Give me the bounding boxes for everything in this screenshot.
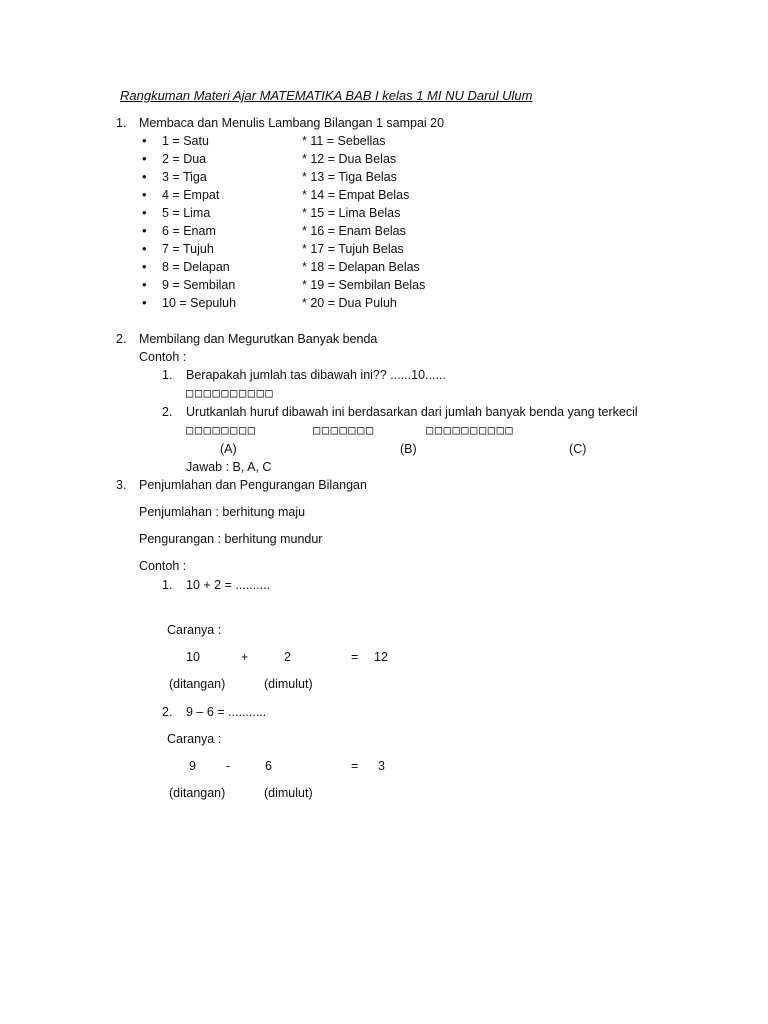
question-1-number: 1. <box>162 368 173 382</box>
number-word-left: 10 = Sepuluh <box>162 296 237 310</box>
bullet-icon: • <box>142 205 147 220</box>
number-word-right: * 19 = Sembilan Belas <box>302 278 426 292</box>
number-word-left: 1 = Satu <box>162 134 209 148</box>
bullet-icon: • <box>142 259 147 274</box>
bag-symbols: □□□□□□□□□□ <box>186 386 275 400</box>
section-2-heading: Membilang dan Megurutkan Banyak benda <box>139 332 378 346</box>
example-2-operand-b: 6 <box>265 759 272 773</box>
label-a: (A) <box>220 442 237 456</box>
number-word-left: 2 = Dua <box>162 152 207 166</box>
addition-definition: Penjumlahan : berhitung maju <box>139 505 306 519</box>
bullet-icon: • <box>142 133 147 148</box>
number-word-right: * 20 = Dua Puluh <box>302 296 397 310</box>
example-1-text: 10 + 2 = .......... <box>186 578 271 592</box>
object-group-c: □□□□□□□□□□ <box>426 423 515 437</box>
section-1-heading: Membaca dan Menulis Lambang Bilangan 1 sampai 20 <box>139 116 445 130</box>
section-3-example-label: Contoh : <box>139 559 187 573</box>
example-1-operator: + <box>241 650 249 664</box>
example-1-caranya: Caranya : <box>167 623 222 637</box>
number-word-left: 8 = Delapan <box>162 260 230 274</box>
example-1-equals: = <box>351 650 359 664</box>
number-word-right: * 12 = Dua Belas <box>302 152 397 166</box>
example-2-text: 9 – 6 = ........... <box>186 705 267 719</box>
question-2-text: Urutkanlah huruf dibawah ini berdasarkan dari jumlah banyak benda yang terkecil <box>186 405 638 419</box>
bullet-icon: • <box>142 295 147 310</box>
number-word-right: * 18 = Delapan Belas <box>302 260 420 274</box>
bullet-icon: • <box>142 187 147 202</box>
section-2-example-label: Contoh : <box>139 350 187 364</box>
example-2-caranya: Caranya : <box>167 732 222 746</box>
example-2-number: 2. <box>162 705 173 719</box>
section-3-number: 3. <box>116 478 127 492</box>
bullet-icon: • <box>142 169 147 184</box>
example-1-operand-b: 2 <box>284 650 291 664</box>
object-group-a: □□□□□□□□ <box>186 423 257 437</box>
label-b: (B) <box>400 442 417 456</box>
page-title: Rangkuman Materi Ajar MATEMATIKA BAB I kelas 1 MI NU Darul Ulum <box>120 88 533 103</box>
example-1-mouth-label: (dimulut) <box>264 677 313 691</box>
example-2-operand-a: 9 <box>189 759 196 773</box>
bullet-icon: • <box>142 223 147 238</box>
question-1-text: Berapakah jumlah tas dibawah ini?? ......10...... <box>186 368 446 382</box>
example-2-result: 3 <box>378 759 385 773</box>
number-word-left: 4 = Empat <box>162 188 220 202</box>
number-word-left: 3 = Tiga <box>162 170 207 184</box>
number-word-right: * 17 = Tujuh Belas <box>302 242 404 256</box>
answer: Jawab : B, A, C <box>186 460 272 474</box>
example-1-hand-label: (ditangan) <box>169 677 226 691</box>
example-2-operator: - <box>226 759 231 773</box>
bullet-icon: • <box>142 241 147 256</box>
number-word-right: * 11 = Sebellas <box>302 134 386 148</box>
section-1-number: 1. <box>116 116 127 130</box>
example-2-equals: = <box>351 759 359 773</box>
bullet-icon: • <box>142 277 147 292</box>
label-c: (C) <box>569 442 587 456</box>
example-1-number: 1. <box>162 578 173 592</box>
number-word-right: * 15 = Lima Belas <box>302 206 401 220</box>
number-word-right: * 14 = Empat Belas <box>302 188 410 202</box>
example-2-mouth-label: (dimulut) <box>264 786 313 800</box>
section-2-number: 2. <box>116 332 127 346</box>
section-3-heading: Penjumlahan dan Pengurangan Bilangan <box>139 478 367 492</box>
number-word-left: 6 = Enam <box>162 224 216 238</box>
example-1-operand-a: 10 <box>186 650 200 664</box>
subtraction-definition: Pengurangan : berhitung mundur <box>139 532 323 546</box>
example-1-result: 12 <box>374 650 388 664</box>
number-word-right: * 16 = Enam Belas <box>302 224 406 238</box>
bullet-icon: • <box>142 151 147 166</box>
question-2-number: 2. <box>162 405 173 419</box>
number-word-right: * 13 = Tiga Belas <box>302 170 397 184</box>
number-word-left: 5 = Lima <box>162 206 211 220</box>
number-word-left: 9 = Sembilan <box>162 278 236 292</box>
object-group-b: □□□□□□□ <box>313 423 375 437</box>
number-word-left: 7 = Tujuh <box>162 242 214 256</box>
example-2-hand-label: (ditangan) <box>169 786 226 800</box>
